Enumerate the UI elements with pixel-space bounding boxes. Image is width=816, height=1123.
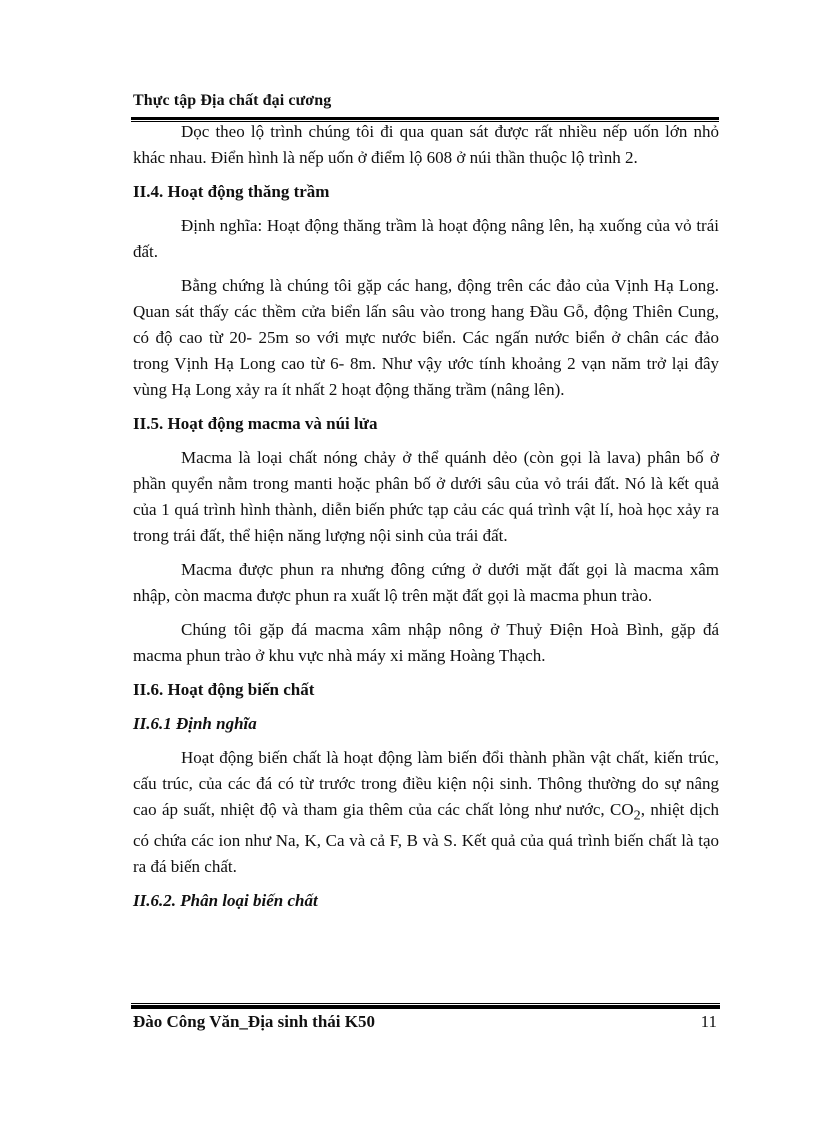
- paragraph-evidence: Bằng chứng là chúng tôi gặp các hang, động trên các đảo của Vịnh Hạ Long. Quan sát thấy các thềm cửa biển lấn sâu vào trong hang Đầu Gỗ, động Thiên Cung, có độ cao từ 20- 25m so với mực nước biển. Các ngấn nước biển ở chân các đảo trong Vịnh Hạ Long cao từ 6- 8m. Như vậy ước tính khoảng 2 vạn năm trở lại đây vùng Hạ Long xảy ra ít nhất 2 hoạt động thăng trầm (nâng lên).: [133, 276, 719, 399]
- paragraph-magma-locations: Chúng tôi gặp đá macma xâm nhập nông ở Thuỷ Điện Hoà Bình, gặp đá macma phun trào ở khu vực nhà máy xi măng Hoàng Thạch.: [133, 620, 719, 665]
- footer-author: Đào Công Văn_Địa sinh thái K50: [133, 1012, 375, 1031]
- heading-2-4-subsidence-uplift: II.4. Hoạt động thăng trầm: [133, 182, 330, 201]
- text-run: , nhiệt dịch có chứa các ion như Na, K, Ca và cả F, B và S. Kết quả của quá trình biến chất là tạo ra đá biến chất.: [133, 800, 719, 877]
- heading-2-6-2-classification: II.6.2. Phân loại biến chất: [133, 891, 318, 911]
- heading-2-6-metamorphism: II.6. Hoạt động biến chất: [133, 680, 315, 699]
- paragraph-fold-observation: Dọc theo lộ trình chúng tôi đi qua quan sát được rất nhiều nếp uốn lớn nhỏ khác nhau. Điển hình là nếp uốn ở điểm lộ 608 ở núi thần thuộc lộ trình 2.: [133, 122, 719, 167]
- subscript-2: 2: [633, 807, 641, 824]
- heading-2-5-magma-volcano: II.5. Hoạt động macma và núi lửa: [133, 414, 378, 433]
- running-header-title: Thực tập Địa chất đại cương: [133, 92, 332, 109]
- page-number: 11: [700, 1012, 717, 1031]
- page-content: [133, 119, 719, 922]
- text-run: Hoạt động biến chất là hoạt động làm biến đổi thành phần vật chất, kiến trúc, cấu trúc, của các đá có từ trước trong điều kiện nội sinh. Thông thường do sự nâng cao áp suất, nhiệt độ và tham gia thêm của các chất lỏng như nước,: [133, 748, 719, 819]
- text-co: CO: [610, 800, 634, 819]
- paragraph-magma-definition: Macma là loại chất nóng chảy ở thể quánh dẻo (còn gọi là lava) phân bố ở phần quyển nằm trong manti hoặc phân bố ở dưới sâu của vỏ trái đất. Nó là kết quả của 1 quá trình hình thành, diễn biến phức tạp cảu các quá trình vật lí, hoà học xảy ra trong trái đất, thể hiện năng lượng nội sinh của trái đất.: [133, 448, 719, 545]
- heading-2-6-1-definition: II.6.1 Định nghĩa: [133, 714, 257, 733]
- paragraph-definition: Định nghĩa: Hoạt động thăng trầm là hoạt động nâng lên, hạ xuống của vỏ trái đất.: [133, 216, 719, 261]
- paragraph-magma-types: Macma được phun ra nhưng đông cứng ở dưới mặt đất gọi là macma xâm nhập, còn macma được phun ra xuất lộ trên mặt đất gọi là macma phun trào.: [133, 560, 719, 605]
- footer-rule: [131, 1003, 720, 1009]
- paragraph-metamorphism-definition: [133, 745, 719, 880]
